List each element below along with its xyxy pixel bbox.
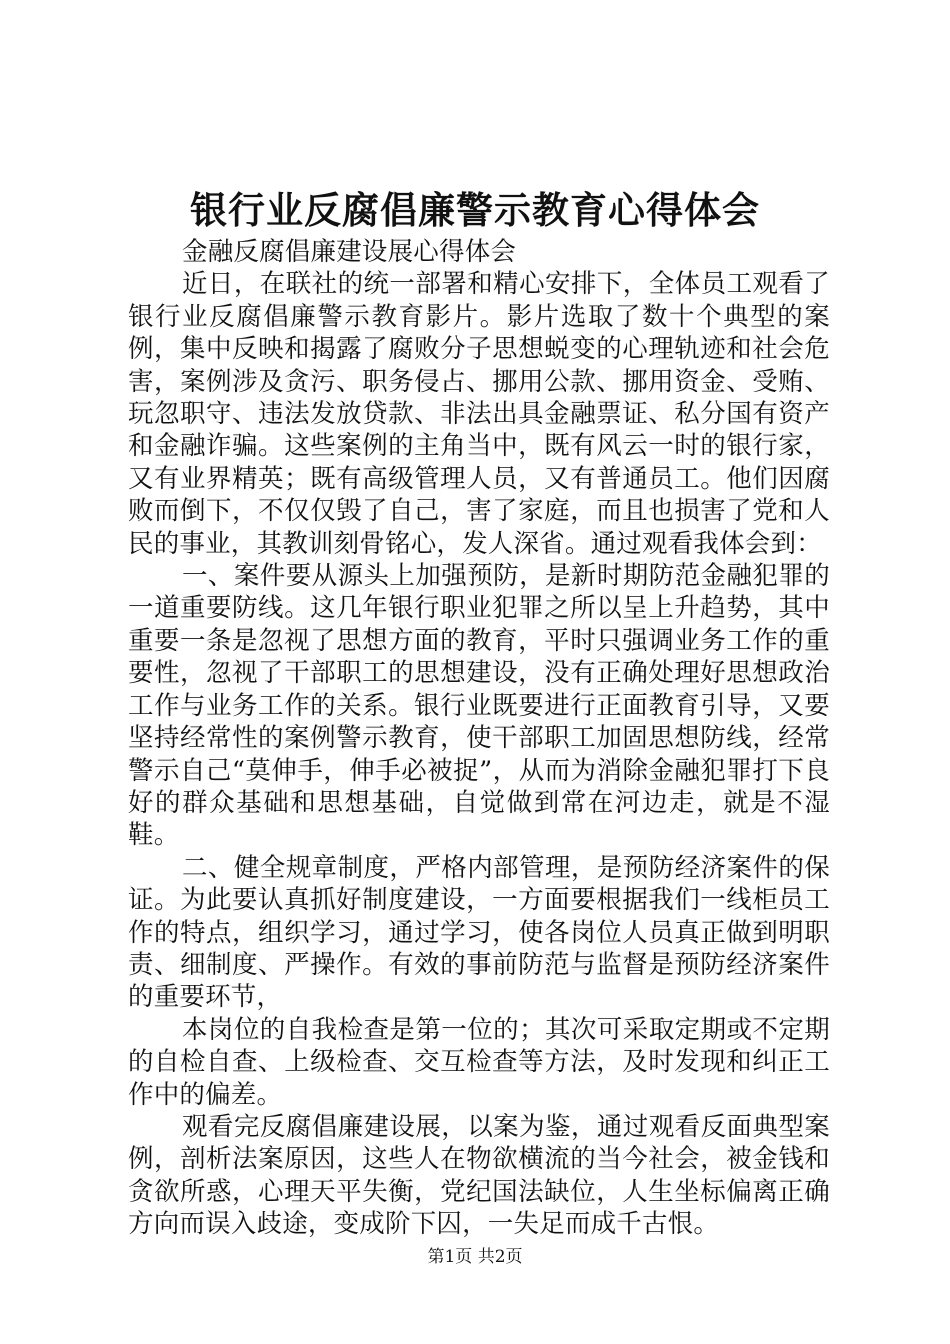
body-paragraph: 近日，在联社的统一部署和精心安排下，全体员工观看了银行业反腐倡廉警示教育影片。影片选取了数十个典型的案例，集中反映和揭露了腐败分子思想蜕变的心理轨迹和社会危害，案例涉及贪污、职务侵占、挪用公款、挪用资金、受贿、玩忽职守、违法发放贷款、非法出具金融票证、私分国有资产和金融诈骗。这些案例的主角当中，既有风云一时的银行家，又有业界精英；既有高级管理人员，又有普通员工。他们因腐败而倒下，不仅仅毁了自己，害了家庭，而且也损害了党和人民的事业，其教训刻骨铭心，发人深省。通过观看我体会到： [128, 269, 830, 559]
subtitle-paragraph: 金融反腐倡廉建设展心得体会 [182, 237, 517, 267]
document-body [128, 236, 830, 1241]
body-paragraph: 二、健全规章制度，严格内部管理，是预防经济案件的保证。为此要认真抓好制度建设，一方面要根据我们一线柜员工作的特点，组织学习，通过学习，使各岗位人员真正做到明职责、细制度、严操作。有效的事前防范与监督是预防经济案件的重要环节， [128, 852, 830, 1013]
body-paragraph: 一、案件要从源头上加强预防，是新时期防范金融犯罪的一道重要防线。这几年银行职业犯罪之所以呈上升趋势，其中重要一条是忽视了思想方面的教育，平时只强调业务工作的重要性，忽视了干部职工的思想建设，没有正确处理好思想政治工作与业务工作的关系。银行业既要进行正面教育引导，又要坚持经常性的案例警示教育，使干部职工加固思想防线，经常警示自己“莫伸手，伸手必被捉”，从而为消除金融犯罪打下良好的群众基础和思想基础，自觉做到常在河边走，就是不湿鞋。 [128, 561, 830, 851]
body-paragraph: 观看完反腐倡廉建设展，以案为鉴，通过观看反面典型案例，剖析法案原因，这些人在物欲横流的当今社会，被金钱和贪欲所惑，心理天平失衡，党纪国法缺位，人生坐标偏离正确方向而误入歧途，变成阶下囚，一失足而成千古恨。 [128, 1111, 830, 1240]
page-footer: 第1页 共2页 [427, 1247, 523, 1267]
body-paragraph: 本岗位的自我检查是第一位的；其次可采取定期或不定期的自检自查、上级检查、交互检查等方法，及时发现和纠正工作中的偏差。 [128, 1014, 830, 1110]
document-title: 银行业反腐倡廉警示教育心得体会 [190, 188, 760, 232]
